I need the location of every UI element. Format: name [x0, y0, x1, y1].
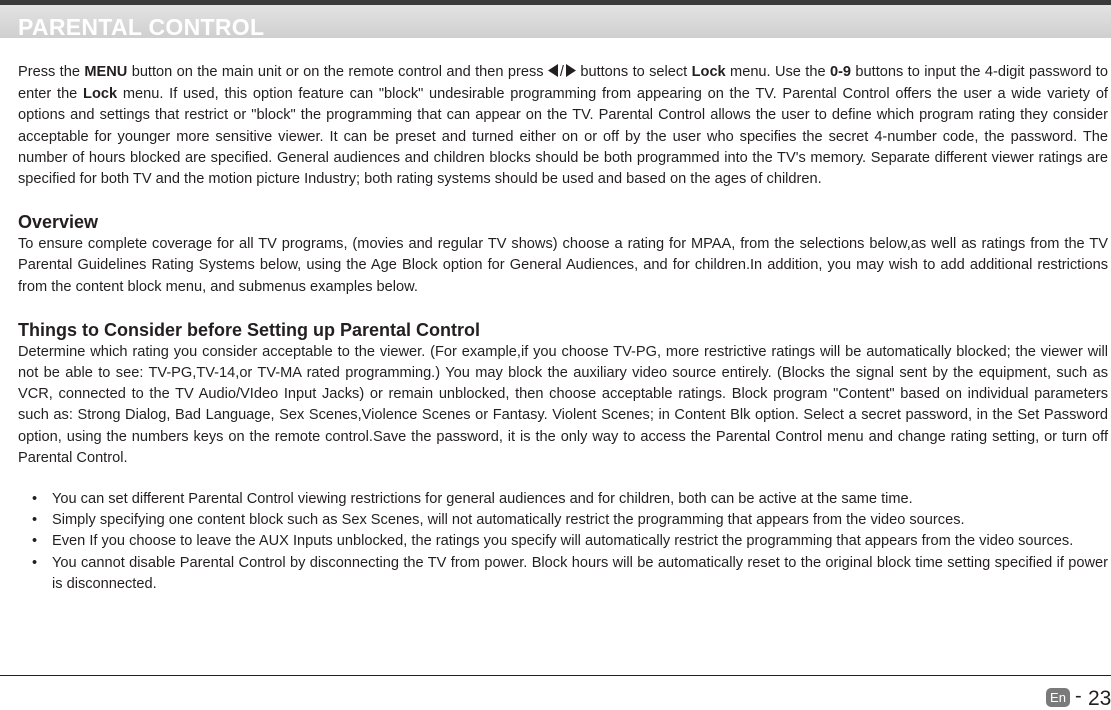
page-number: 23: [1088, 687, 1111, 710]
considerations-heading: Things to Consider before Setting up Parental Control: [18, 319, 481, 340]
menu-keyword: MENU: [84, 64, 128, 80]
footer-rule: [0, 675, 1111, 676]
left-arrow-icon: [548, 63, 559, 84]
bullet-icon: •: [32, 554, 38, 571]
considerations-paragraph: Determine which rating you consider acceptable to the viewer. (For example,if you choose TV-PG, more restrictive ratings will be automatically blocked; the viewer will not be able to see: TV-PG,TV-14,or TV-MA rated programming.) You may block the auxiliary video source entirely. (Blocks the signal sent by the equipment, such as VCR, connected to the TV Audio/VIdeo Input Jacks) or remain unblocked, then choose acceptable ratings. Block program "Content" based on individual parameters such as: Strong Dialog, Bad Language, Sex Scenes,Violence Scenes or Fantasy. Violent Scenes; in Content Blk option. Select a secret password, in the Set Password option, using the numbers keys on the remote control.Save the password, it is the only way to access the Parental Control menu and change rating setting, or turn off Parental Control.: [18, 343, 1108, 466]
arrow-separator: /: [559, 64, 564, 80]
spacer: [18, 298, 1108, 318]
bullet-icon: •: [32, 512, 38, 529]
right-arrow-icon: [565, 63, 576, 84]
intro-text-1: Press the: [18, 64, 85, 80]
intro-text-4: menu. Use the: [725, 64, 830, 80]
bullet-icon: •: [32, 491, 38, 508]
list-item: [18, 531, 1108, 552]
content-area: [18, 62, 1108, 595]
bullet-icon: •: [32, 533, 38, 550]
language-badge: En: [1046, 688, 1070, 707]
page-title: PARENTAL CONTROL: [18, 14, 265, 40]
list-item-text: You can set different Parental Control viewing restrictions for general audiences and for children, both can be active at the same time.: [52, 491, 913, 508]
list-item-text: Even If you choose to leave the AUX Inputs unblocked, the ratings you specify will automatically restrict the programming that appears from the video sources.: [52, 533, 1074, 550]
spacer: [18, 469, 1108, 489]
digits-keyword: 0-9: [829, 64, 852, 80]
lock-keyword-2: Lock: [83, 86, 118, 103]
lock-keyword: Lock: [691, 64, 726, 80]
intro-text-5: buttons to input the 4-digit password to enter the: [18, 64, 1108, 103]
overview-paragraph: To ensure complete coverage for all TV programs, (movies and regular TV shows) choose a rating for MPAA, from the selections below,as well as ratings from the TV Parental Guidelines Rating Systems below, using the Age Block option for General Audiences, and for children.In addition, you may wish to add additional restrictions from the content block menu, and submenus examples below.: [18, 236, 1108, 295]
list-item: [18, 553, 1108, 595]
bullet-list: [18, 489, 1108, 595]
intro-text-6: menu. If used, this option feature can "block" undesirable programming from appearing on the TV. Parental Control offers the user a wide variety of options and settings that restrict or "block" the programming that can appear on the TV. Parental Control allows the user to define which program rating they consider acceptable for younger more sensitive viewer. It can be preset and turned either on or off by the user who specifies the secret 4-number code, the password. The number of hours blocked are specified. General audiences and children blocks should be both programmed into the TV's memory. Separate different viewer ratings are specified for both TV and the motion picture Industry; both rating systems should be used and based on the ages of children.: [18, 86, 1108, 188]
intro-text-2: button on the main unit or on the remote control and then press: [127, 64, 548, 80]
overview-heading: Overview: [18, 212, 99, 233]
list-item: [18, 489, 1108, 510]
intro-paragraph: [18, 62, 1108, 190]
intro-text-3: buttons to select: [575, 64, 692, 80]
list-item-text: You cannot disable Parental Control by disconnecting the TV from power. Block hours will be automatically reset to the original block time setting specified if power is disconnected.: [52, 554, 1108, 592]
spacer: [18, 190, 1108, 210]
list-item-text: Simply specifying one content block such as Sex Scenes, will not automatically restrict the programming that appears from the video sources.: [52, 512, 965, 529]
list-item: [18, 510, 1108, 531]
page-dash: -: [1075, 685, 1082, 707]
